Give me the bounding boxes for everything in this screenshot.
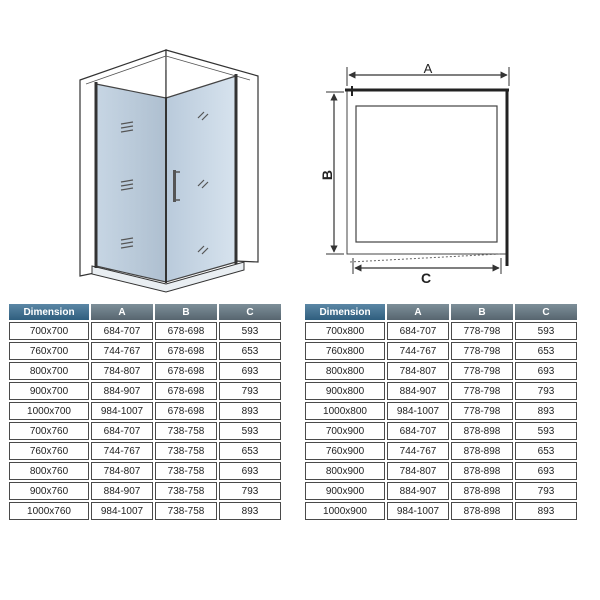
cell-dimension: 700x700: [9, 322, 89, 340]
header-b: B: [155, 304, 217, 320]
table-row: [305, 322, 577, 340]
cell-a: 984-1007: [91, 402, 153, 420]
door-handle: [173, 170, 176, 202]
plan-view: [319, 61, 509, 286]
cell-c: 793: [219, 482, 281, 500]
cell-dimension: 1000x760: [9, 502, 89, 520]
cell-a: 884-907: [387, 382, 449, 400]
table-row: [305, 502, 577, 520]
cell-a: 784-807: [387, 462, 449, 480]
table-row: [305, 362, 577, 380]
cell-c: 893: [515, 402, 577, 420]
cell-dimension: 900x900: [305, 482, 385, 500]
cell-b: 678-698: [155, 402, 217, 420]
door-glass-panel: [166, 76, 236, 282]
cell-b: 738-758: [155, 462, 217, 480]
cell-c: 693: [515, 362, 577, 380]
cell-a: 684-707: [387, 422, 449, 440]
cell-b: 778-798: [451, 402, 513, 420]
cell-c: 693: [219, 362, 281, 380]
cell-dimension: 700x800: [305, 322, 385, 340]
cell-c: 893: [219, 402, 281, 420]
table-body: [305, 322, 577, 520]
cell-a: 684-707: [91, 422, 153, 440]
table-header-row: [9, 304, 281, 320]
table-header-row: [305, 304, 577, 320]
table-row: [305, 342, 577, 360]
cell-c: 593: [219, 422, 281, 440]
cell-b: 738-758: [155, 482, 217, 500]
table-row: [9, 462, 281, 480]
cell-dimension: 760x800: [305, 342, 385, 360]
cell-c: 593: [515, 322, 577, 340]
header-b: B: [451, 304, 513, 320]
cell-a: 784-807: [91, 362, 153, 380]
cell-c: 793: [219, 382, 281, 400]
cell-dimension: 800x900: [305, 462, 385, 480]
cell-c: 693: [515, 462, 577, 480]
table-row: [9, 382, 281, 400]
cell-c: 593: [219, 322, 281, 340]
table-row: [305, 482, 577, 500]
cell-a: 884-907: [91, 382, 153, 400]
cell-dimension: 700x760: [9, 422, 89, 440]
header-a: A: [387, 304, 449, 320]
cell-a: 684-707: [91, 322, 153, 340]
table-row: [9, 482, 281, 500]
cell-a: 744-767: [91, 442, 153, 460]
cell-a: 984-1007: [387, 402, 449, 420]
cell-c: 593: [515, 422, 577, 440]
cell-b: 878-898: [451, 482, 513, 500]
cell-b: 778-798: [451, 362, 513, 380]
cell-a: 744-767: [387, 342, 449, 360]
cell-b: 778-798: [451, 342, 513, 360]
dimension-table-right: [303, 302, 579, 522]
cell-c: 793: [515, 382, 577, 400]
table-row: [305, 402, 577, 420]
table-row: [305, 442, 577, 460]
cell-c: 893: [219, 502, 281, 520]
cell-c: 653: [515, 342, 577, 360]
table-row: [9, 402, 281, 420]
cell-a: 984-1007: [91, 502, 153, 520]
cell-dimension: 1000x800: [305, 402, 385, 420]
cell-dimension: 900x700: [9, 382, 89, 400]
side-glass-panel: [96, 84, 166, 282]
cell-b: 678-698: [155, 382, 217, 400]
cell-dimension: 760x900: [305, 442, 385, 460]
cell-b: 878-898: [451, 422, 513, 440]
header-c: C: [219, 304, 281, 320]
plan-inner-rect: [356, 106, 497, 242]
cell-b: 678-698: [155, 342, 217, 360]
cell-b: 778-798: [451, 322, 513, 340]
cell-b: 738-758: [155, 422, 217, 440]
cell-a: 884-907: [387, 482, 449, 500]
table-row: [9, 442, 281, 460]
cell-b: 678-698: [155, 362, 217, 380]
header-a: A: [91, 304, 153, 320]
cell-a: 984-1007: [387, 502, 449, 520]
cell-c: 793: [515, 482, 577, 500]
table-row: [9, 342, 281, 360]
cell-c: 893: [515, 502, 577, 520]
table-row: [305, 422, 577, 440]
cell-b: 878-898: [451, 442, 513, 460]
cell-c: 693: [219, 462, 281, 480]
table-row: [305, 382, 577, 400]
cell-dimension: 900x760: [9, 482, 89, 500]
table-row: [9, 362, 281, 380]
cell-c: 653: [515, 442, 577, 460]
dimension-a-label: A: [423, 61, 433, 76]
cell-c: 653: [219, 342, 281, 360]
cell-dimension: 760x760: [9, 442, 89, 460]
dimension-table-left: [7, 302, 283, 522]
header-c: C: [515, 304, 577, 320]
cell-dimension: 760x700: [9, 342, 89, 360]
dimension-c-label: C: [420, 270, 432, 286]
cell-c: 653: [219, 442, 281, 460]
table-row: [305, 462, 577, 480]
cell-b: 778-798: [451, 382, 513, 400]
dimension-b-label: B: [319, 169, 335, 181]
cell-b: 738-758: [155, 442, 217, 460]
header-dimension: Dimension: [305, 304, 385, 320]
cell-a: 884-907: [91, 482, 153, 500]
cell-dimension: 800x760: [9, 462, 89, 480]
table-row: [9, 322, 281, 340]
cell-a: 744-767: [387, 442, 449, 460]
cell-dimension: 800x700: [9, 362, 89, 380]
cell-dimension: 700x900: [305, 422, 385, 440]
cell-a: 744-767: [91, 342, 153, 360]
cell-dimension: 1000x700: [9, 402, 89, 420]
table-row: [9, 502, 281, 520]
table-body: [9, 322, 281, 520]
cell-b: 738-758: [155, 502, 217, 520]
perspective-view: [80, 50, 258, 292]
cell-a: 684-707: [387, 322, 449, 340]
cell-b: 878-898: [451, 462, 513, 480]
cell-b: 678-698: [155, 322, 217, 340]
cell-a: 784-807: [387, 362, 449, 380]
cell-dimension: 800x800: [305, 362, 385, 380]
table-row: [9, 422, 281, 440]
header-dimension: Dimension: [9, 304, 89, 320]
cell-dimension: 1000x900: [305, 502, 385, 520]
cell-a: 784-807: [91, 462, 153, 480]
cell-dimension: 900x800: [305, 382, 385, 400]
cell-b: 878-898: [451, 502, 513, 520]
